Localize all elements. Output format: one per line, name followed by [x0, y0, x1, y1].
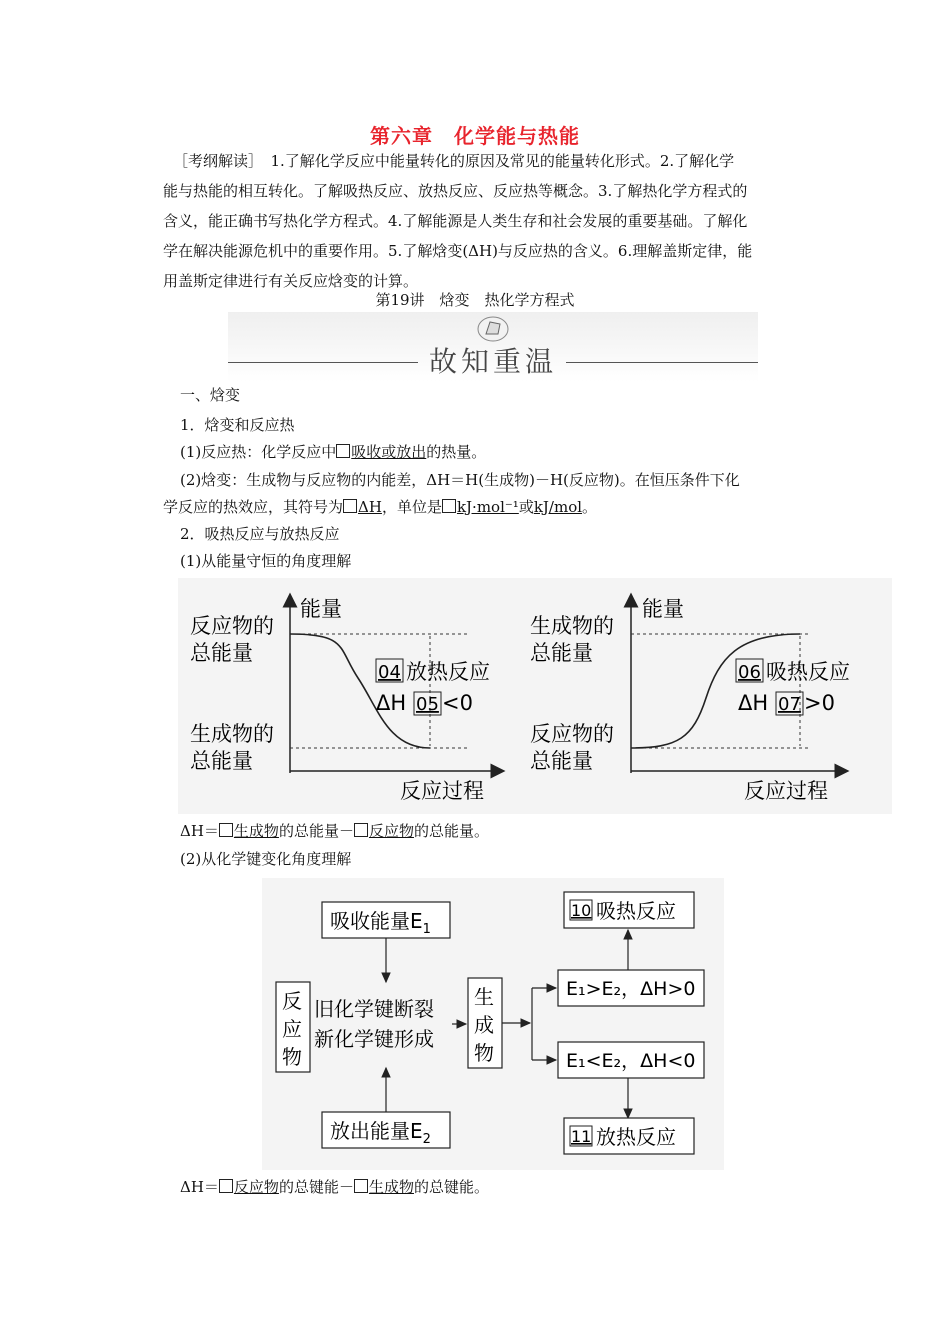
- endothermic-label: 吸热反应: [596, 899, 676, 923]
- outline-line: 能与热能的相互转化。了解吸热反应、放热反应、反应热等概念。3.了解热化学方程式的: [163, 182, 748, 200]
- condition-endo-label: E₁>E₂，ΔH>0: [566, 978, 696, 1000]
- chapter-title: 第六章 化学能与热能: [370, 124, 580, 148]
- banner-text: 故知重温: [428, 345, 557, 378]
- answer-blank: 反应物: [368, 822, 414, 840]
- blank-box: [219, 1179, 233, 1193]
- exothermic-label: 放热反应: [596, 1125, 676, 1149]
- text: 的热量。: [426, 443, 487, 461]
- reactant-char: 应: [282, 1017, 302, 1041]
- delta-h-sign: <0: [442, 691, 473, 715]
- answer-number: 05: [416, 694, 439, 715]
- product-char: 物: [474, 1041, 494, 1065]
- reaction-heat-definition: [180, 441, 486, 462]
- heading-endo-exo: 2．吸热反应与放热反应: [180, 525, 340, 543]
- answer-blank: ΔH: [358, 498, 382, 516]
- energy-profile-diagrams: [178, 578, 892, 814]
- answer-number: 07: [778, 694, 801, 715]
- reactant-energy-label: 反应物的: [190, 614, 274, 638]
- enthalpy-definition-line1: (2)焓变：生成物与反应物的内能差，ΔH＝H(生成物)－H(反应物)。在恒压条件下化: [180, 471, 740, 489]
- blank-box: [336, 444, 350, 458]
- answer-blank: 生成物: [368, 1178, 414, 1196]
- outline-line: ［考纲解读］ 1.了解化学反应中能量转化的原因及常见的能量转化形式。2.了解化学: [173, 152, 735, 170]
- reactant-energy-label: 总能量: [530, 749, 593, 773]
- reactant-energy-label: 反应物的: [530, 722, 614, 746]
- y-axis-label: 能量: [642, 597, 684, 621]
- bond-energy-flowchart: [262, 878, 724, 1170]
- answer-number: 06: [738, 662, 761, 683]
- answer-number: 10: [571, 901, 592, 920]
- reactant-energy-label: 总能量: [190, 641, 253, 665]
- reactant-char: 物: [282, 1045, 302, 1069]
- heading-enthalpy: 一、焓变: [180, 386, 241, 404]
- bond-break-label: 旧化学键断裂: [314, 997, 434, 1021]
- answer-blank: 反应物: [233, 1178, 279, 1196]
- delta-h-bond-formula: [180, 1176, 489, 1197]
- enthalpy-definition-line2: [163, 496, 597, 517]
- text: 。: [582, 498, 598, 516]
- section-banner: [228, 312, 758, 382]
- text: ，单位是: [381, 498, 442, 516]
- product-char: 成: [474, 1013, 494, 1037]
- text: (1)反应热：化学反应中: [180, 443, 337, 461]
- answer-blank: kJ/mol: [533, 498, 583, 516]
- outline-line: 用盖斯定律进行有关反应焓变的计算。: [163, 272, 419, 290]
- heading-enthalpy-and-heat: 1．焓变和反应热: [180, 416, 295, 434]
- text: 的总能量－: [278, 822, 354, 840]
- text: 的总能量。: [413, 822, 489, 840]
- delta-h-symbol: ΔH: [738, 691, 769, 715]
- sub-bond-change: (2)从化学键变化角度理解: [180, 850, 352, 868]
- text: 或: [518, 498, 534, 516]
- answer-blank: 吸收或放出: [351, 443, 427, 461]
- delta-h-symbol: ΔH: [376, 691, 407, 715]
- product-energy-label: 总能量: [190, 749, 253, 773]
- product-energy-label: 总能量: [530, 641, 593, 665]
- condition-exo-label: E₁<E₂，ΔH<0: [566, 1050, 696, 1072]
- answer-blank: 生成物: [233, 822, 279, 840]
- blank-box: [354, 1179, 368, 1193]
- answer-blank: kJ·mol⁻¹: [456, 498, 519, 516]
- text: 的总键能－: [278, 1178, 354, 1196]
- lecture-title: 第19讲 焓变 热化学方程式: [375, 291, 575, 309]
- outline-line: 含义，能正确书写热化学方程式。4.了解能源是人类生存和社会发展的重要基础。了解化: [163, 212, 748, 230]
- x-axis-label: 反应过程: [744, 779, 828, 803]
- delta-h-sign: >0: [804, 691, 835, 715]
- reaction-type: 放热反应: [406, 660, 490, 684]
- text: 学反应的热效应，其符号为: [163, 498, 344, 516]
- text: 的总键能。: [413, 1178, 489, 1196]
- delta-h-energy-formula: [180, 820, 489, 841]
- release-energy-label: 放出能量$E_2$: [330, 1119, 431, 1147]
- reactant-char: 反: [282, 989, 302, 1013]
- outline-line: 学在解决能源危机中的重要作用。5.了解焓变(ΔH)与反应热的含义。6.理解盖斯定律，能: [163, 242, 753, 260]
- sub-energy-conservation: (1)从能量守恒的角度理解: [180, 552, 352, 570]
- reaction-type: 吸热反应: [766, 660, 850, 684]
- x-axis-label: 反应过程: [400, 779, 484, 803]
- bond-form-label: 新化学键形成: [314, 1027, 434, 1051]
- product-char: 生: [474, 985, 494, 1009]
- y-axis-label: 能量: [300, 597, 342, 621]
- text: ΔH＝: [180, 1178, 219, 1196]
- answer-number: 11: [571, 1127, 592, 1146]
- blank-box: [219, 823, 233, 837]
- blank-box: [442, 499, 456, 513]
- absorb-energy-label: 吸收能量$E_1$: [330, 909, 431, 937]
- blank-box: [343, 499, 357, 513]
- answer-number: 04: [378, 662, 401, 683]
- product-energy-label: 生成物的: [530, 614, 614, 638]
- text: ΔH＝: [180, 822, 219, 840]
- blank-box: [354, 823, 368, 837]
- product-energy-label: 生成物的: [190, 722, 274, 746]
- syllabus-outline: [163, 146, 813, 296]
